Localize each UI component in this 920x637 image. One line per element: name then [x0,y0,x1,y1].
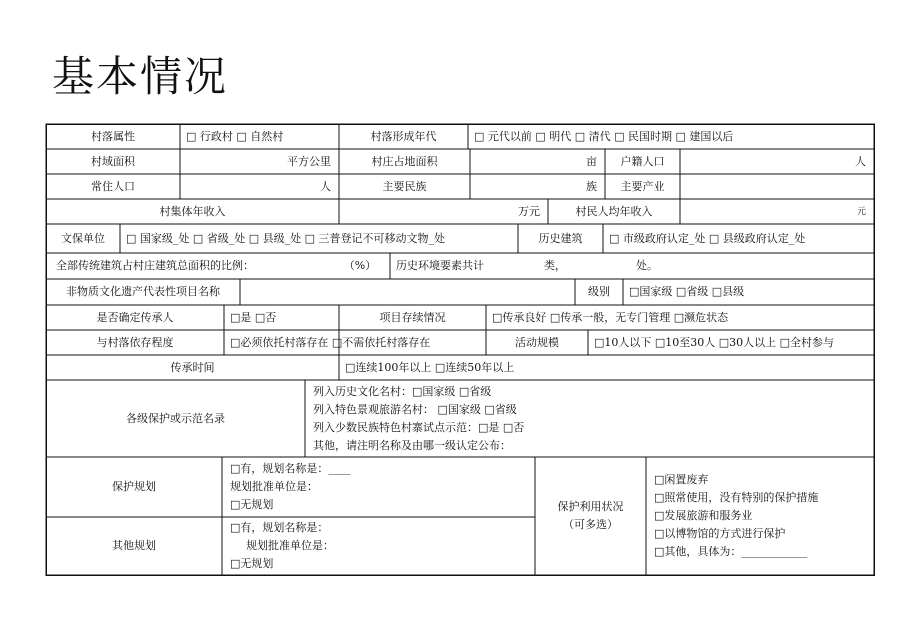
label-ich-project: 非物质文化遗产代表性项目名称 [66,285,220,298]
protection-use-options[interactable] [646,457,874,575]
percapita-income-field[interactable]: 元 [856,206,866,217]
protection-list-options[interactable] [305,380,874,457]
label-resident-pop: 常住人口 [91,179,135,193]
village-attr-options[interactable]: □ 行政村 □ 自然村 [186,129,284,143]
list-item[interactable]: □有，规划名称是： [230,521,329,534]
label-registered-pop: 户籍人口 [620,154,665,168]
dependence-options[interactable]: □必须依托村落存在 □不需依托村落存在 [230,335,431,349]
list-item[interactable]: □以博物馆的方式进行保护 [654,527,786,540]
label-collective-income: 村集体年收入 [159,204,226,218]
other-plan-options[interactable] [222,517,535,575]
label-inheritance-time: 传承时间 [170,360,215,374]
label-project-status: 项目存续情况 [379,310,446,324]
ich-project-field[interactable] [240,279,575,305]
label-main-industry: 主要产业 [620,179,665,193]
list-item[interactable]: 规划批准单位是： [246,539,334,552]
land-area-field[interactable]: 亩 [586,154,597,168]
list-item[interactable]: □照常使用，没有特别的保护措施 [654,491,819,504]
label-protection-use-sub: （可多选） [563,518,618,531]
protection-plan-options[interactable] [222,457,535,517]
env-elements-count[interactable]: 处。 [636,259,658,272]
registered-pop-field[interactable]: 人 [855,154,866,168]
label-protection-use-title: 保护利用状况 [557,500,624,513]
label-dependence: 与村落依存程度 [96,335,174,349]
label-protected-units: 文保单位 [61,231,105,245]
list-item[interactable]: 列入特色景观旅游名村： □国家级 □省级 [313,402,517,416]
label-activity-scale: 活动规模 [515,335,559,349]
inheritance-time-options[interactable]: □连续100年以上 □连续50年以上 [345,360,515,374]
inheritor-options[interactable]: □是 □否 [230,310,277,324]
label-main-ethnic: 主要民族 [382,179,427,193]
project-status-options[interactable]: □传承良好 □传承一般，无专门管理 □濒危状态 [492,310,729,324]
list-item[interactable]: □有，规划名称是：____ [230,462,351,475]
traditional-building-ratio-label: 全部传统建筑占村庄建筑总面积的比例： [56,259,254,272]
list-item[interactable]: 其他，请注明名称及由哪一级认定公布： [313,438,511,452]
list-item[interactable]: □发展旅游和服务业 [654,509,753,522]
list-item[interactable]: 列入少数民族特色村寨试点示范：□是 □否 [313,420,525,434]
main-ethnic-field[interactable]: 族 [586,179,597,193]
list-item[interactable]: □闲置废弃 [654,473,709,486]
label-land-area: 村庄占地面积 [371,154,438,168]
list-item[interactable]: 规划批准单位是： [230,480,318,493]
traditional-building-ratio-unit[interactable]: （%） [343,259,377,272]
collective-income-field[interactable]: 万元 [518,204,540,218]
main-industry-field[interactable] [680,174,874,199]
formation-era-options[interactable]: □ 元代以前 □ 明代 □ 清代 □ 民国时期 □ 建国以后 [474,129,734,143]
activity-scale-options[interactable]: □10人以下 □10至30人 □30人以上 □全村参与 [594,335,835,349]
label-protection-list: 各级保护或示范名录 [126,411,225,425]
ich-level-options[interactable]: □国家级 □省级 □县级 [629,285,745,298]
label-historic-buildings: 历史建筑 [538,231,583,245]
label-formation-era: 村落形成年代 [370,129,437,143]
village-area-field[interactable]: 平方公里 [287,154,331,168]
label-other-plan: 其他规划 [112,539,156,552]
page-title: 基本情况 [52,52,229,101]
list-item[interactable]: 列入历史文化名村：□国家级 □省级 [313,384,492,398]
resident-pop-field[interactable]: 人 [320,179,331,193]
list-item[interactable]: □无规划 [230,557,274,570]
protected-units-options[interactable]: □ 国家级_处 □ 省级_处 □ 县级_处 □ 三普登记不可移动文物_处 [126,231,446,245]
list-item[interactable]: □无规划 [230,498,274,511]
env-elements-label: 历史环境要素共计 [396,259,484,272]
historic-buildings-options[interactable]: □ 市级政府认定_处 □ 县级政府认定_处 [609,231,806,245]
label-ich-level: 级别 [588,285,610,298]
label-percapita-income: 村民人均年收入 [575,204,653,218]
list-item[interactable]: □其他，具体为：____________ [654,545,808,558]
label-protection-plan: 保护规划 [112,480,156,493]
env-elements-types[interactable]: 类， [544,259,566,272]
label-village-area: 村域面积 [91,154,135,168]
label-protection-use [535,457,646,575]
label-village-attr: 村落属性 [91,129,135,143]
label-inheritor: 是否确定传承人 [96,310,174,324]
